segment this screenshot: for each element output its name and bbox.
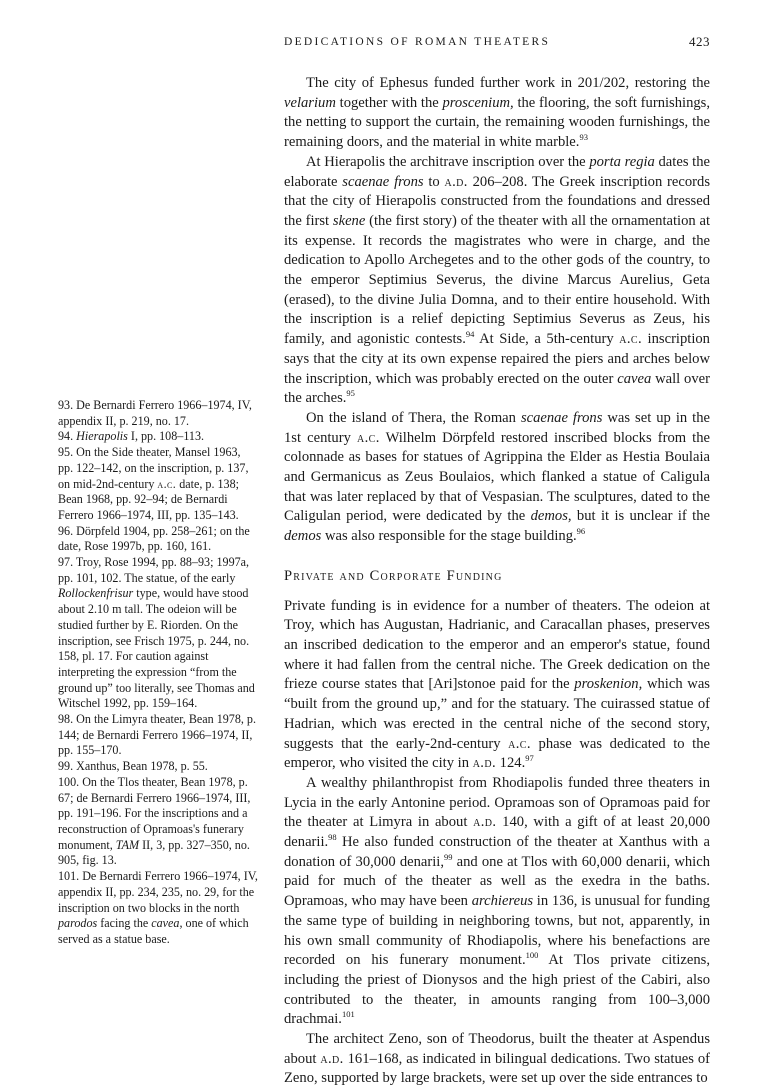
body-paragraph: Private funding is in evidence for a number of theaters. The odeion at Troy, which has Augustan, Hadrianic, and Caracallan phases, preserves an inscribed dedication to the emperor and an emperor's statue, found where it had fallen from the central niche. The Greek dedication on the frieze course states that [Ari]stonoe paid for the proskenion, which was “built from the ground up,” and for the statuary. The cuirassed statue of Hadrian, which was erected in the central niche of the second story, suggests that the early-2nd-century a.c. phase was dedicated to the emperor, who visited the city in a.d. 124.97 [284, 597, 710, 772]
footnote-marker: 94 [465, 329, 475, 340]
footnote: 94. Hierapolis I, pp. 108–113. [58, 429, 205, 444]
italic-term: Hierapolis [76, 429, 128, 444]
italic-term: porta regia [589, 153, 655, 170]
page-number: 423 [689, 34, 710, 49]
footnote: 97. Troy, Rose 1994, pp. 88–93; 1997a, pp. 101, 102. The statue, of the early Rollockenfrisur type, would have stood about 2.10 m tall. The odeion will be studied further by E. Riorden. On the inscription, see Frisch 1975, p. 244, no. 158, pl. 17. For caution against interpreting the expression “from the ground up” too literally, see Thomas and Witschel 1992, pp. 159–164. [58, 555, 255, 711]
italic-term: Rollockenfrisur [58, 586, 134, 601]
body-paragraph: At Hierapolis the architrave inscription over the porta regia dates the elaborate scaenae frons to a.d. 206–208. The Greek inscription records that the city of Hierapolis constructed from the foundations and dressed the first skene (the first story) of the theater with all the ornamentation at its expense. It records the magistrates who were in charge, and the dedication to Apollo Archegetes and to the other gods of the country, to the emperor Septimius Severus, the divine Marcus Aurelius, Geta (erased), to the divine Julia Domna, and to their entire household. With the inscription is a relief depicting Septimius Severus as Zeus, his family, and agonistic contests.$^{94}$ At Side, a 5th-century a.c. inscription says that the city at its own expense repaired the piers and arches below the inscription, which was probably erected on the outer cavea wall over the arches.$^{95}$ [284, 153, 711, 407]
italic-term: demos [284, 528, 322, 545]
footnote: 93. De Bernardi Ferrero 1966–1974, IV, appendix II, p. 219, no. 17. [58, 398, 252, 428]
footnote: 96. Dörpfeld 1904, pp. 258–261; on the date, Rose 1997b, pp. 160, 161. [58, 523, 250, 554]
italic-term: TAM [115, 837, 140, 852]
era-abbreviation: a.d. [320, 1050, 344, 1067]
era-abbreviation: a.d. [472, 755, 497, 772]
era-abbreviation: a.c. [157, 476, 177, 491]
italic-term: scaenae frons [520, 409, 603, 426]
body-paragraph: A wealthy philanthropist from Rhodiapolis funded three theaters in Lycia in the early Antonine period. Opramoas son of Opramoas paid for the theater at Limyra in about a.d. 140, with a gift of at least 20,000 denarii.$^{98}$ He also funded construction of the theater at Xanthus with a donation of 30,000 denarii,$^{99}$ and one at Tlos with 60,000 denarii, which paid for much of the theater as well as the exedra in the baths. Opramoas, who may have been archiereus in 136, is unusual for funding the same type of building in neighboring towns, but not, apparently, in his own small community of Rhodiapolis, where his benefactions are recorded on his funerary monument.$^{100}$ At Tlos private citizens, including the priest of Dionysos and the high priest of the Cabiri, also contributed to the theater, in amounts ranging from 100–3,000 drachmai.$^{101}$ [284, 774, 710, 1028]
italic-term: proscenium, [442, 94, 514, 111]
footnote-marker: 96 [576, 526, 586, 537]
era-abbreviation: a.d. [473, 814, 497, 831]
footnote-marker: 101 [341, 1009, 355, 1020]
italic-term: skene [332, 212, 366, 229]
era-abbreviation: a.c. [356, 429, 380, 446]
footnotes-column [58, 398, 258, 948]
section-heading: Private and Corporate Funding [284, 567, 503, 584]
era-abbreviation: a.c. [508, 735, 531, 752]
footnote-marker: 93 [579, 132, 588, 143]
footnote: 95. On the Side theater, Mansel 1963, pp. 122–142, on the inscription, p. 137, on mid-2nd-century a.c. date, p. 138; Bean 1968, pp. 92–94; de Bernardi Ferrero 1966–1974, III, pp. 135–143. [58, 445, 249, 522]
footnote-marker: 99 [444, 851, 453, 862]
italic-term: cavea, [151, 916, 183, 931]
footnote: 100. On the Tlos theater, Bean 1978, p. 67; de Bernardi Ferrero 1966–1974, III, pp. 191–196. For the inscriptions and a reconstruction of Opramoas's funerary monument, TAM II, 3, pp. 327–350, no. 905, fig. 13. [58, 774, 251, 868]
footnote: 98. On the Limyra theater, Bean 1978, p. 144; de Bernardi Ferrero 1966–1974, II, pp. 155–170. [58, 712, 256, 758]
footnote-marker: 95 [346, 388, 355, 399]
body-paragraph: The architect Zeno, son of Theodorus, built the theater at Aspendus about a.d. 161–168, as indicated in bilingual dedications. Two statues of Zeno, supported by large brackets, were set up over the side entrances to [284, 1031, 710, 1087]
italic-term: scaenae frons [342, 173, 424, 190]
footnote: 99. Xanthus, Bean 1978, p. 55. [58, 759, 208, 774]
italic-term: archiereus [471, 893, 534, 910]
footnote-marker: 100 [525, 950, 539, 961]
italic-term: cavea [617, 370, 652, 387]
italic-term: velarium [284, 94, 336, 111]
italic-term: parodos [58, 916, 98, 931]
era-abbreviation: a.c. [619, 331, 643, 348]
main-text-column [284, 74, 710, 1089]
italic-term: demos, [530, 508, 572, 525]
running-header [284, 34, 710, 54]
body-paragraph: On the island of Thera, the Roman scaenae frons was set up in the 1st century a.c. Wilhelm Dörpfeld restored inscribed blocks from the colonnade as bases for statues of Agrippina the Elder as Hestia Boulaia and Germanicus as Zeus Boulaios, which flanked a statue of Caligula that was later replaced by that of Vespasian. The sculptures, dated to the Caligulan period, were dedicated by the demos, but it is unclear if the demos was also responsible for the stage building.$^{96}$ [284, 409, 710, 545]
footnote: 101. De Bernardi Ferrero 1966–1974, IV, appendix II, pp. 234, 235, no. 29, for the inscription on two blocks in the north parodos facing the cavea, one of which served as a statue base. [58, 869, 258, 946]
era-abbreviation: a.d. [444, 173, 468, 190]
footnote-marker: 97 [525, 753, 534, 764]
running-title: DEDICATIONS OF ROMAN THEATERS [284, 36, 551, 48]
footnote-marker: 98 [328, 832, 337, 843]
body-paragraph: The city of Ephesus funded further work in 201/202, restoring the velarium together with the proscenium, the flooring, the soft furnishings, the netting to support the curtain, the remaining wooden furnishings, the remaining doors, and the material in white marble.$^{93}$ [284, 75, 710, 151]
italic-term: proskenion, [574, 676, 643, 693]
